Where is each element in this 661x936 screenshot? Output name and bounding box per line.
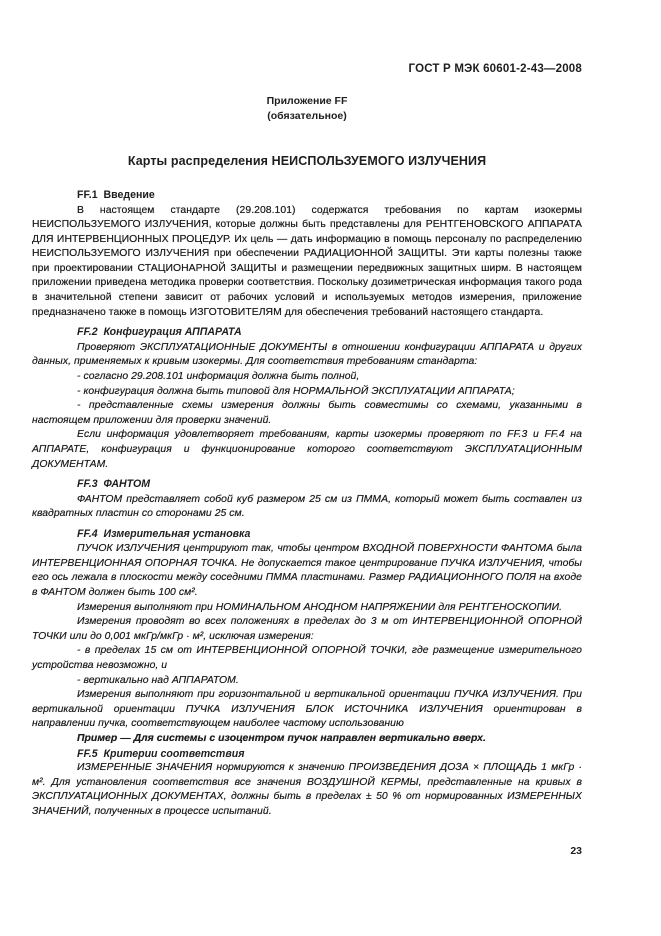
ff4-list-item-2: - вертикально над АППАРАТОМ.	[77, 674, 239, 686]
ff2-paragraph-intro: Проверяют ЭКСПЛУАТАЦИОННЫЕ ДОКУМЕНТЫ в отношении конфигурации АППАРАТА и других данных, применяемых к кривым изокермы. Для соответствия требованиям стандарта:	[32, 341, 582, 368]
ff3-paragraph: ФАНТОМ представляет собой куб размером 25 см из ПММА, который может быть составлен из квадратных пластин со сторонами 25 см.	[32, 493, 582, 520]
section-heading-ff5: FF.5 Критерии соответствия	[77, 747, 245, 760]
document-title: Карты распределения НЕИСПОЛЬЗУЕМОГО ИЗЛУЧЕНИЯ	[127, 154, 487, 168]
ff4-example: Пример — Для системы с изоцентром пучок направлен вертикально вверх.	[77, 733, 486, 744]
ff2-list-item-3: - представленные схемы измерения должны быть совместимы со схемами, указанными в настоящем приложении для проверки значений.	[32, 400, 582, 426]
ff4-paragraph-1: ПУЧОК ИЗЛУЧЕНИЯ центрируют так, чтобы центром ВХОДНОЙ ПОВЕРХНОСТИ ФАНТОМА была ИНТЕРВЕНЦИОННАЯ ОПОРНАЯ ТОЧКА. Не допускается такое центрирование ПУЧКА ИЗЛУЧЕНИЯ, чтобы его ось лежала в плоскости между соседними ПММА пластинами. Размер РАДИАЦИОННОГО ПОЛЯ на входе в ФАНТОМ должен быть 100 см².	[32, 543, 582, 599]
section-heading-ff2: FF.2 Конфигурация АППАРАТА	[77, 326, 242, 339]
ff5-paragraph: ИЗМЕРЕННЫЕ ЗНАЧЕНИЯ нормируются к значению ПРОИЗВЕДЕНИЯ ДОЗА × ПЛОЩАДЬ 1 мкГр · м². Для установления соответствия все значения ВОЗДУШНОЙ КЕРМЫ, представленные на кривых в ЭКСПЛУАТАЦИОННЫХ ДОКУМЕНТАХ, должны быть в пределах ± 50 % от нормированных ИЗМЕРЕННЫХ ЗНАЧЕНИЙ, полученных в процессе испытаний.	[32, 762, 582, 817]
page-number: 23	[570, 845, 582, 857]
ff4-paragraph-4: Измерения выполняют при горизонтальной и вертикальной ориентации ПУЧКА ИЗЛУЧЕНИЯ. При вертикальной ориентации ПУЧКА ИЗЛУЧЕНИЯ БЛОК ИСТОЧНИКА ИЗЛУЧЕНИЯ ориентирован в направлении пучка, соответствующем наиболее частому использованию	[32, 689, 582, 730]
annex-label: Приложение FF	[266, 95, 348, 107]
ff4-paragraph-2: Измерения выполняют при НОМИНАЛЬНОМ АНОДНОМ НАПРЯЖЕНИИ для РЕНТГЕНОСКОПИИ.	[77, 601, 563, 613]
standard-reference: ГОСТ Р МЭК 60601-2-43—2008	[408, 63, 582, 75]
annex-status: (обязательное)	[267, 110, 347, 122]
ff4-paragraph-3: Измерения проводят во всех положениях в пределах до 3 м от ИНТЕРВЕНЦИОННОЙ ОПОРНОЙ ТОЧКИ или до 0,001 мкГр/мкГр · м², исключая измерения:	[32, 616, 582, 642]
section-heading-ff1: FF.1 Введение	[77, 189, 155, 201]
ff2-list-item-1: - согласно 29.208.101 информация должна быть полной,	[77, 370, 360, 382]
ff1-paragraph: В настоящем стандарте (29.208.101) содержатся требования по картам изокермы НЕИСПОЛЬЗУЕМОГО ИЗЛУЧЕНИЯ, которые должны быть представлены для РЕНТГЕНОВСКОГО АППАРАТА ДЛЯ ИНТЕРВЕНЦИОННЫХ ПРОЦЕДУР. Их цель — дать информацию в помощь персоналу по распределению НЕИСПОЛЬЗУЕМОГО ИЗЛУЧЕНИЯ при обеспечении РАДИАЦИОННОЙ ЗАЩИТЫ. Эти карты полезны также при проектировании СТАЦИОНАРНОЙ ЗАЩИТЫ и размещении передвижных защитных ширм. В настоящем приложении приведена методика проверки соответствия. Поскольку дозиметрическая информация такого рода в значительной степени зависит от рабочих условий и используемых методов измерения, приложение предназначено также в помощь ИЗГОТОВИТЕЛЯМ для обеспечения требований настоящего стандарта.	[32, 204, 582, 318]
section-heading-ff4: FF.4 Измерительная установка	[77, 527, 251, 540]
document-page	[32, 0, 582, 819]
ff2-list-item-2: - конфигурация должна быть типовой для НОРМАЛЬНОЙ ЭКСПЛУАТАЦИИ АППАРАТА;	[77, 385, 515, 397]
ff2-paragraph-conclusion: Если информация удовлетворяет требованиям, карты изокермы проверяют по FF.3 и FF.4 на АППАРАТЕ, конфигурация и функционирование которого соответствуют ЭКСПЛУАТАЦИОННЫМ ДОКУМЕНТАМ.	[32, 429, 582, 470]
ff4-list-item-1: - в пределах 15 см от ИНТЕРВЕНЦИОННОЙ ОПОРНОЙ ТОЧКИ, где размещение измерительного устройства невозможно, и	[32, 645, 582, 672]
section-heading-ff3: FF.3 ФАНТОМ	[77, 478, 151, 491]
